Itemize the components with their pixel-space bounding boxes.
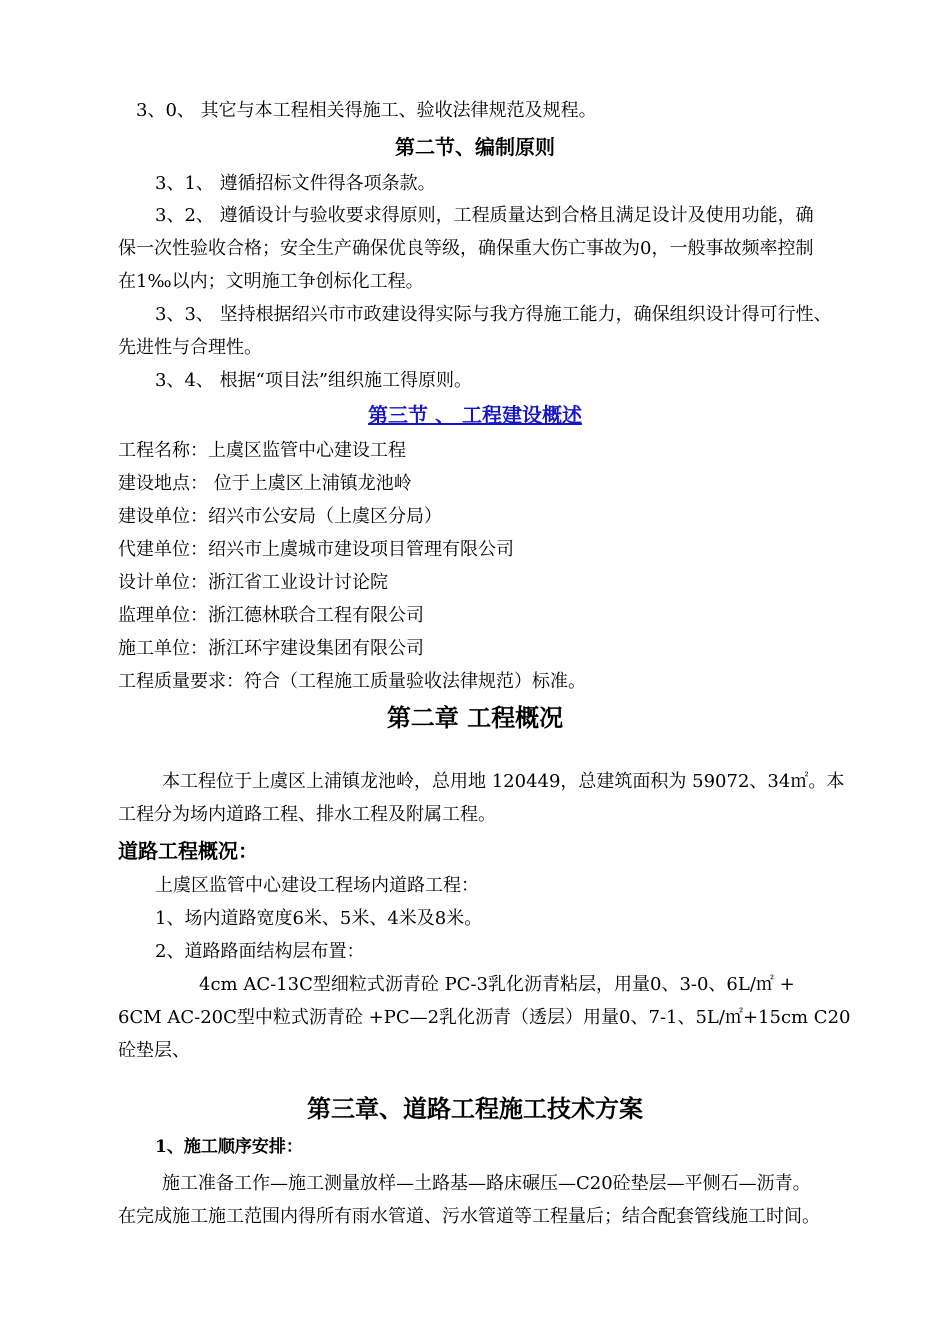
clause-3-0: 3、0、 其它与本工程相关得施工、验收法律规范及规程。 [136, 100, 597, 121]
overview-line-1: 本工程位于上虞区上浦镇龙池岭，总用地 120449，总建筑面积为 59072、34㎡。本 [162, 771, 845, 792]
clause-3-2-line-3: 在1‰以内；文明施工争创标化工程。 [118, 271, 424, 292]
construction-location: 建设地点： 位于上虞区上浦镇龙池岭 [118, 473, 412, 494]
construction-sequence-line-1: 施工准备工作—施工测量放样—土路基—路床碾压—C20砼垫层—平侧石—沥青。 [162, 1173, 811, 1194]
road-overview-line-2: 1、场内道路宽度6米、5米、4米及8米。 [155, 908, 483, 929]
chapter-3-heading: 第三章、道路工程施工技术方案 [307, 1094, 643, 1123]
road-overview-line-1: 上虞区监管中心建设工程场内道路工程： [155, 875, 479, 896]
clause-3-2-line-1: 3、2、 遵循设计与验收要求得原则，工程质量达到合格且满足设计及使用功能，确 [155, 205, 814, 226]
section-2-heading: 第二节、编制原则 [395, 135, 555, 159]
section-3-heading-link[interactable]: 第三节 、 工程建设概述 [368, 403, 582, 427]
design-unit: 设计单位：浙江省工业设计讨论院 [118, 572, 388, 593]
clause-3-2-line-2: 保一次性验收合格；安全生产确保优良等级，确保重大伤亡事故为0，一般事故频率控制 [118, 238, 814, 259]
clause-3-3-line-1: 3、3、 坚持根据绍兴市市政建设得实际与我方得施工能力，确保组织设计得可行性、 [155, 304, 832, 325]
project-name: 工程名称：上虞区监管中心建设工程 [118, 440, 406, 461]
pavement-structure-line-3: 砼垫层、 [118, 1040, 190, 1061]
supervision-unit: 监理单位：浙江德林联合工程有限公司 [118, 605, 424, 626]
pavement-structure-line-1: 4cm AC-13C型细粒式沥青砼 PC-3乳化沥青粘层，用量0、3-0、6L/㎡ + [199, 974, 795, 995]
contractor-unit: 施工单位：浙江环宇建设集团有限公司 [118, 638, 424, 659]
construction-sequence-heading: 1、施工顺序安排： [155, 1137, 303, 1157]
road-overview-heading: 道路工程概况： [118, 839, 258, 863]
clause-3-3-line-2: 先进性与合理性。 [118, 337, 262, 358]
overview-line-2: 工程分为场内道路工程、排水工程及附属工程。 [118, 804, 496, 825]
construction-sequence-line-2: 在完成施工施工范围内得所有雨水管道、污水管道等工程量后；结合配套管线施工时间。 [118, 1206, 820, 1227]
quality-requirement: 工程质量要求：符合（工程施工质量验收法律规范）标准。 [118, 671, 586, 692]
chapter-2-heading: 第二章 工程概况 [386, 703, 564, 732]
pavement-structure-line-2: 6CM AC-20C型中粒式沥青砼 +PC—2乳化沥青（透层）用量0、7-1、5L/㎡+15cm C20 [118, 1007, 851, 1028]
clause-3-1: 3、1、 遵循招标文件得各项条款。 [155, 173, 436, 194]
clause-3-4: 3、4、 根据“项目法”组织施工得原则。 [155, 370, 473, 391]
construction-unit: 建设单位：绍兴市公安局（上虞区分局） [118, 506, 442, 527]
agent-construction-unit: 代建单位：绍兴市上虞城市建设项目管理有限公司 [118, 539, 514, 560]
road-overview-line-3: 2、道路路面结构层布置： [155, 941, 365, 962]
